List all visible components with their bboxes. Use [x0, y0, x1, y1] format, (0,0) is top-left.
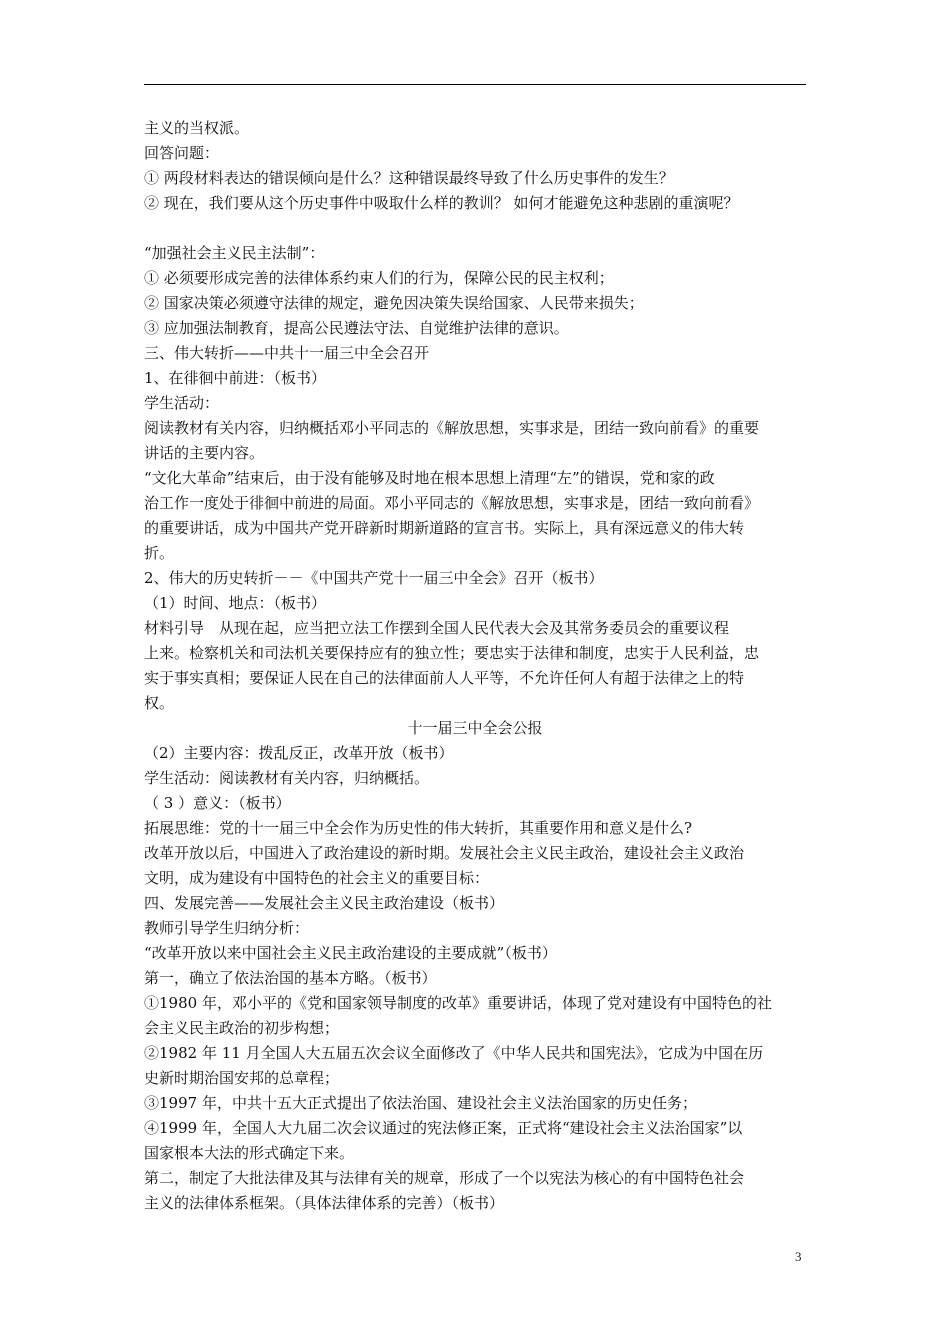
text-line: 折。 — [144, 544, 175, 562]
section-heading: 四、发展完善——发展社会主义民主政治建设（板书） — [144, 894, 505, 912]
text-line: 教师引导学生归纳分析： — [144, 919, 310, 937]
text-line: 学生活动：阅读教材有关内容，归纳概括。 — [144, 769, 430, 787]
text-line: （2）主要内容：拨乱反正，改革开放（板书） — [144, 744, 454, 762]
text-line: 第一，确立了依法治国的基本方略。（板书） — [144, 969, 437, 987]
text-line: ① 两段材料表达的错误倾向是什么？这种错误最终导致了什么历史事件的发生？ — [144, 169, 674, 187]
text-line: “加强社会主义民主法制”： — [144, 244, 325, 262]
text-line: 实于事实真相；要保证人民在自己的法律面前人人平等，不允许任何人有超于法律之上的特 — [144, 669, 745, 687]
page-number: 3 — [795, 1249, 802, 1264]
text-line: 会主义民主政治的初步构想； — [144, 1019, 340, 1037]
text-line: ③1997 年，中共十五大正式提出了依法治国、建设社会主义法治国家的历史任务； — [144, 1094, 697, 1112]
section-heading: 三、伟大转折——中共十一届三中全会召开 — [144, 344, 430, 362]
text-line: “改革开放以来中国社会主义民主政治建设的主要成就”（板书） — [144, 944, 557, 962]
text-line: 的重要讲话，成为中国共产党开辟新时期新道路的宣言书。实际上，具有深远意义的伟大转 — [144, 519, 745, 537]
text-line: 2、伟大的历史转折－－《中国共产党十一届三中全会》召开（板书） — [144, 569, 604, 587]
text-line: 阅读教材有关内容，归纳概括邓小平同志的《解放思想，实事求是，团结一致向前看》的重要 — [144, 419, 760, 437]
text-line: 文明，成为建设有中国特色的社会主义的重要目标： — [144, 869, 490, 887]
text-line: 学生活动： — [144, 394, 220, 412]
text-line: （1）时间、地点：（板书） — [144, 594, 327, 612]
text-line: 主义的当权派。 — [144, 119, 250, 137]
text-line: 回答问题： — [144, 144, 220, 162]
text-line: ②1982 年 11 月全国人大五届五次会议全面修改了《中华人民共和国宪法》，它成为中国在历 — [144, 1044, 764, 1062]
text-line: 1、在徘徊中前进：（板书） — [144, 369, 327, 387]
text-line: 国家根本大法的形式确定下来。 — [144, 1144, 355, 1162]
text-line: 权。 — [144, 694, 175, 712]
source-caption: 十一届三中全会公报 — [407, 719, 543, 737]
text-line: 史新时期治国安邦的总章程； — [144, 1069, 340, 1087]
text-line: 治工作一度处于徘徊中前进的局面。邓小平同志的《解放思想，实事求是，团结一致向前看》 — [144, 494, 760, 512]
text-line: 主义的法律体系框架。（具体法律体系的完善）（板书） — [144, 1194, 505, 1212]
text-line: ③ 应加强法制教育，提高公民遵法守法、自觉维护法律的意识。 — [144, 319, 569, 337]
text-line: 拓展思维：党的十一届三中全会作为历史性的伟大转折，其重要作用和意义是什么? — [144, 819, 693, 837]
text-line: 改革开放以后，中国进入了政治建设的新时期。发展社会主义民主政治，建设社会主义政治 — [144, 844, 745, 862]
text-line: 讲话的主要内容。 — [144, 444, 265, 462]
text-line: ② 现在，我们要从这个历史事件中吸取什么样的教训？ 如何才能避免这种悲剧的重演呢？ — [144, 194, 739, 212]
text-line: ①1980 年，邓小平的《党和国家领导制度的改革》重要讲话，体现了党对建设有中国特色的社 — [144, 994, 772, 1012]
text-line: （ 3 ）意义：（板书） — [144, 794, 291, 812]
document-body — [144, 116, 814, 1216]
text-line: ② 国家决策必须遵守法律的规定，避免因决策失误给国家、人民带来损失； — [144, 294, 644, 312]
text-line: ① 必须要形成完善的法律体系约束人们的行为，保障公民的民主权利； — [144, 269, 614, 287]
text-line: “文化大革命”结束后，由于没有能够及时地在根本思想上清理“左”的错误，党和家的政 — [144, 469, 715, 487]
blank-line — [144, 216, 814, 241]
header-rule — [144, 84, 806, 85]
text-line: 第二，制定了大批法律及其与法律有关的规章，形成了一个以宪法为核心的有中国特色社会 — [144, 1169, 745, 1187]
text-line: 上来。检察机关和司法机关要保持应有的独立性；要忠实于法律和制度，忠实于人民利益，忠 — [144, 644, 760, 662]
text-line: ④1999 年，全国人大九届二次会议通过的宪法修正案，正式将“建设社会主义法治国家”以 — [144, 1119, 743, 1137]
text-line: 材料引导 从现在起，应当把立法工作摆到全国人民代表大会及其常务委员会的重要议程 — [144, 619, 730, 637]
